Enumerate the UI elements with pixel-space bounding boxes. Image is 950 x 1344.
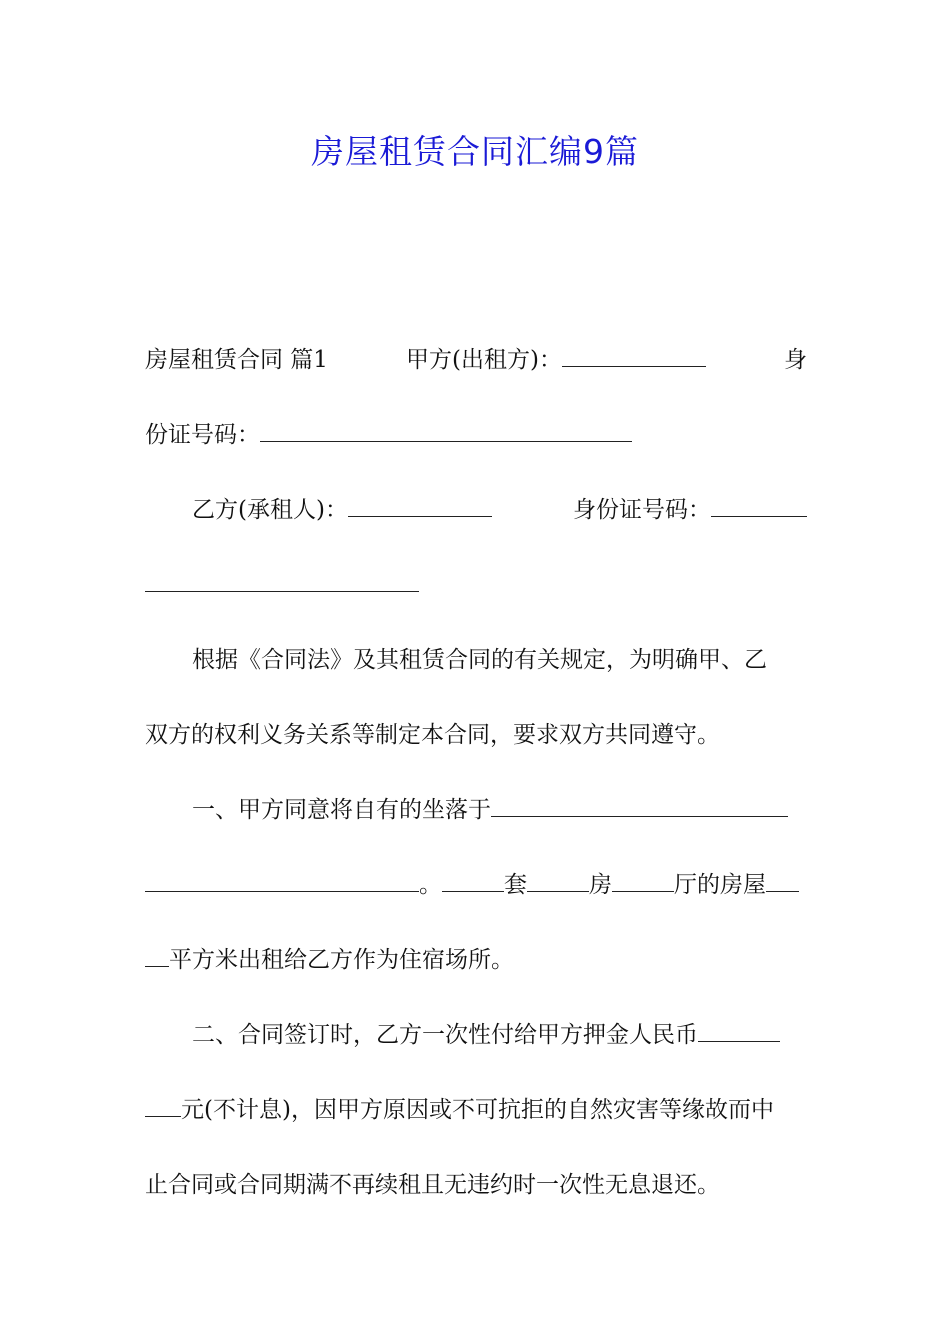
clause-2-line-2	[145, 1090, 807, 1130]
clause-2-line-1	[145, 1015, 807, 1055]
party-b-field	[192, 490, 492, 530]
deposit-blank-continued	[145, 1090, 181, 1117]
halls-label: 厅的房屋	[674, 872, 766, 898]
clause-2-text: 二、合同签订时，乙方一次性付给甲方押金人民币	[192, 1022, 698, 1048]
party-a-field	[406, 340, 706, 380]
party-b-blank	[348, 490, 492, 517]
document-title: 房屋租赁合同汇编9篇	[311, 132, 639, 171]
party-b-label: 乙方(承租人)：	[192, 497, 348, 523]
party-b-id-blank-continued	[145, 565, 419, 592]
area-blank-continued	[145, 940, 169, 967]
party-a-id-label: 份证号码：	[145, 422, 260, 448]
intro-paragraph-line-2: 双方的权利义务关系等制定本合同，要求双方共同遵守。	[145, 722, 720, 748]
contract-heading: 房屋租赁合同 篇1	[145, 347, 328, 373]
clause-1-text: 一、甲方同意将自有的坐落于	[192, 797, 491, 823]
rooms-label: 房	[589, 872, 612, 898]
clause-2-line-3: 止合同或合同期满不再续租且无违约时一次性无息退还。	[145, 1172, 720, 1198]
clause-2-text-2: 元(不计息)，因甲方原因或不可抗拒的自然灾害等缘故而中	[181, 1097, 774, 1123]
party-a-id-label-start: 身	[784, 347, 807, 373]
area-blank	[766, 865, 799, 892]
address-blank	[491, 790, 788, 817]
party-a-label: 甲方(出租方)：	[406, 347, 562, 373]
party-b-id-blank	[711, 490, 807, 517]
intro-paragraph-line-1: 根据《合同法》及其租赁合同的有关规定，为明确甲、乙	[192, 647, 767, 673]
party-b-id-field	[573, 490, 807, 530]
clause-1-line-2	[145, 865, 807, 905]
sets-blank	[442, 865, 504, 892]
clause-1-period: 。	[419, 872, 442, 898]
party-a-id-blank	[260, 415, 632, 442]
rooms-blank	[527, 865, 589, 892]
party-b-id-label: 身份证号码：	[573, 497, 711, 523]
party-a-id-line	[145, 415, 807, 455]
party-a-line	[145, 340, 807, 380]
address-blank-continued	[145, 865, 419, 892]
party-b-id-continued	[145, 565, 807, 605]
halls-blank	[612, 865, 674, 892]
clause-1-area-text: 平方米出租给乙方作为住宿场所。	[169, 947, 514, 973]
party-b-line	[145, 490, 807, 530]
clause-1-line-1	[145, 790, 807, 830]
deposit-blank	[698, 1015, 780, 1042]
party-a-blank	[562, 340, 706, 367]
clause-1-line-3	[145, 940, 807, 980]
sets-label: 套	[504, 872, 527, 898]
